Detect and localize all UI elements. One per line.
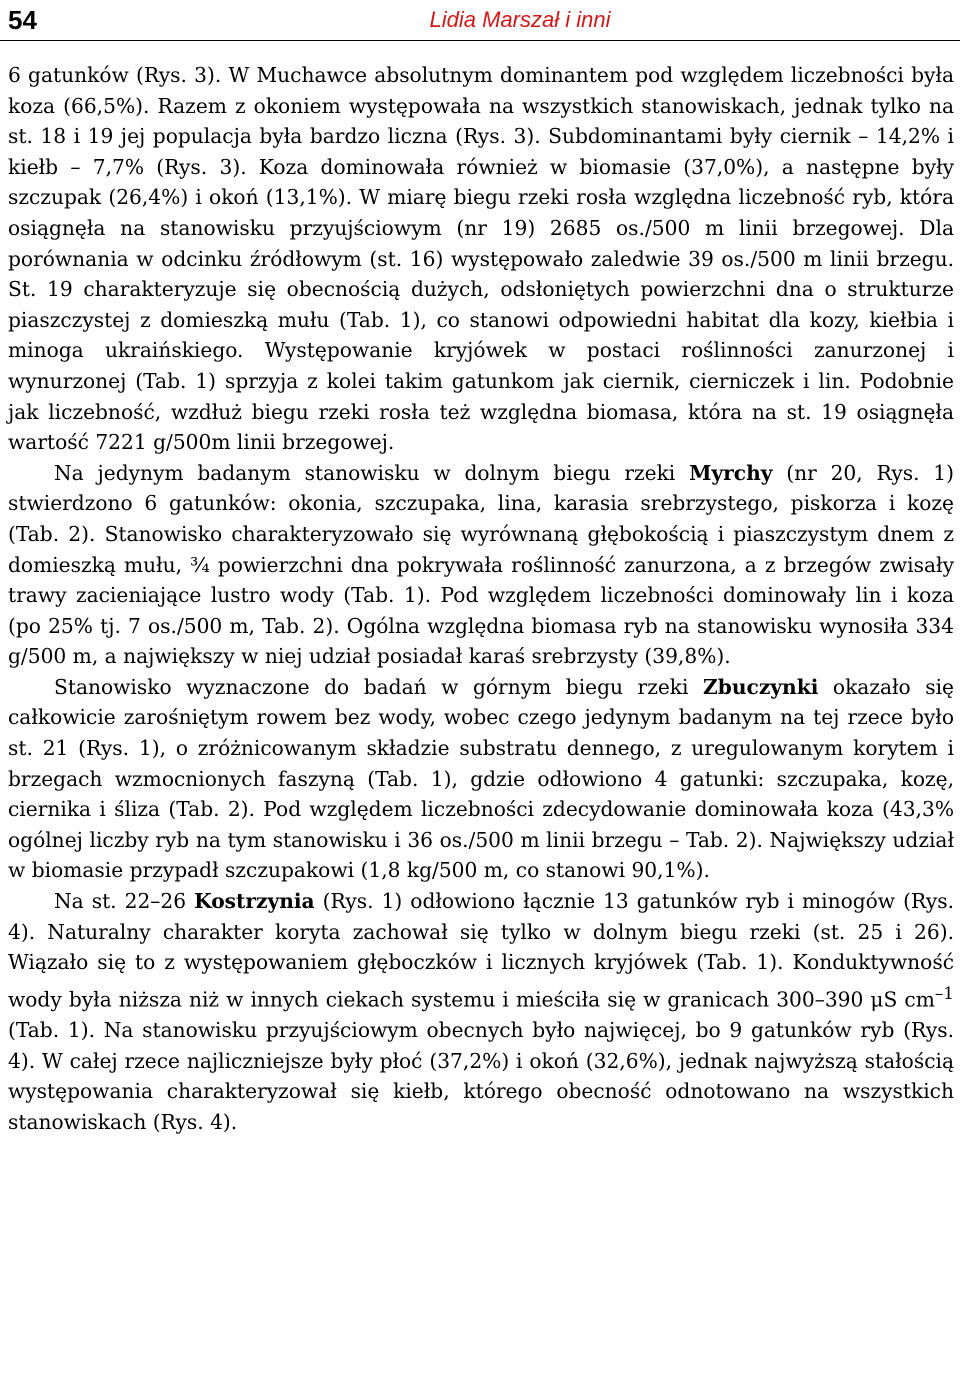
paragraph-text: (nr 20, Rys. 1) stwierdzono 6 gatunków: okonia, szczupaka, lina, karasia srebrzystego, piskorza i kozę (Tab. 2). Stanowisko charakteryzowało się wyrównaną głębokością i piaszczystym dnem z domieszką mułu, ¾ powierzchni dna pokrywała roślinność zanurzona, a z brzegów zwisały trawy zacieniające lustro wody (Tab. 1). Pod względem liczebności dominowały lin i koza (po 25% tj. 7 os./500 m, Tab. 2). Ogólna względna biomasa ryb na stanowisku wynosiła 334 g/500 m, a największy w niej udział posiadał karaś srebrzysty (39,8%). — [8, 460, 954, 669]
paragraph-text: 6 gatunków (Rys. 3). W Muchawce absolutnym dominantem pod względem liczebności była koza (66,5%). Razem z okoniem występowała na wszystkich stanowiskach, jednak tylko na st. 18 i 19 jej populacja była bardzo liczna (Rys. 3). Subdominantami były ciernik – 14,2% i kiełb – 7,7% (Rys. 3). Koza dominowała również w biomasie (37,0%), a następne były szczupak (26,4%) i okoń (13,1%). W miarę biegu rzeki rosła względna liczebność ryb, która osiągnęła na stanowisku przyujściowym (nr 19) 2685 os./500 m linii brzegowej. Dla porównania w odcinku źródłowym (st. 16) występowało zaledwie 39 os./500 m linii brzegu. St. 19 charakteryzuje się obecnością dużych, odsłoniętych powierzchni dna o strukturze piaszczystej z domieszką mułu (Tab. 1), co stanowi odpowiedni habitat dla kozy, kiełbia i minoga ukraińskiego. Występowanie kryjówek w postaci roślinności zanurzonej i wynurzonej (Tab. 1) sprzyja z kolei takim gatunkom jak ciernik, cierniczek i lin. Podobnie jak liczebność, wzdłuż biegu rzeki rosła też względna biomasa, która na st. 19 osiągnęła wartość 7221 g/500m linii brzegowej. — [8, 63, 954, 455]
running-header — [0, 0, 960, 41]
paragraph-text: (Tab. 1). Na stanowisku przyujściowym obecnych było najwięcej, bo 9 gatunków ryb (Rys. 4). W całej rzece najliczniejsze były płoć (37,2%) i okoń (32,6%), jednak najwyższą stałością występowania charakteryzował się kiełb, którego obecność odnotowano na wszystkich stanowiskach (Rys. 4). — [8, 1018, 954, 1134]
running-title: Lidia Marszał i inni — [429, 7, 611, 32]
paragraph-text: okazało się całkowicie zarośniętym rowem bez wody, wobec czego jedynym badanym na tej rzece było st. 21 (Rys. 1), o zróżnicowanym składzie substratu dennego, z uregulowanym korytem i brzegach wzmocnionych faszyną (Tab. 1), gdzie odłowiono 4 gatunki: szczupaka, kozę, ciernika i śliza (Tab. 2). Pod względem liczebności zdecydowanie dominowała koza (43,3% ogólnej liczby ryb na tym stanowisku i 36 os./500 m linii brzegu – Tab. 2). Największy udział w biomasie przypadł szczupakowi (1,8 kg/500 m, co stanowi 90,1%). — [8, 674, 954, 883]
paragraph-text: Stanowisko wyznaczone do badań w górnym biegu rzeki — [54, 674, 704, 699]
river-name-bold: Myrchy — [689, 460, 773, 485]
paragraph — [8, 886, 954, 1137]
body-text — [8, 60, 954, 1138]
paragraph — [8, 672, 954, 886]
paragraph-text: Na jedynym badanym stanowisku w dolnym biegu rzeki — [54, 460, 690, 485]
paragraph-text: (Rys. 1) odłowiono łącznie 13 gatunków ryb i minogów (Rys. 4). Naturalny charakter koryta zachował się tylko w dolnym biegu rzeki (st. 25 i 26). Wiązało się to z występowaniem głęboczków i licznych kryjówek (Tab. 1). Konduktywność wody była niższa niż w innych ciekach systemu i mieściła się w granicach 300–390 μS cm — [8, 889, 955, 1012]
river-name-bold: Zbuczynki — [703, 674, 819, 699]
unit-superscript: –1 — [934, 982, 954, 1003]
river-name-bold: Kostrzynia — [194, 889, 315, 914]
page-number: 54 — [8, 5, 37, 35]
paragraph-text: Na st. 22–26 — [54, 889, 195, 914]
paragraph — [8, 60, 954, 458]
paragraph — [8, 458, 954, 672]
